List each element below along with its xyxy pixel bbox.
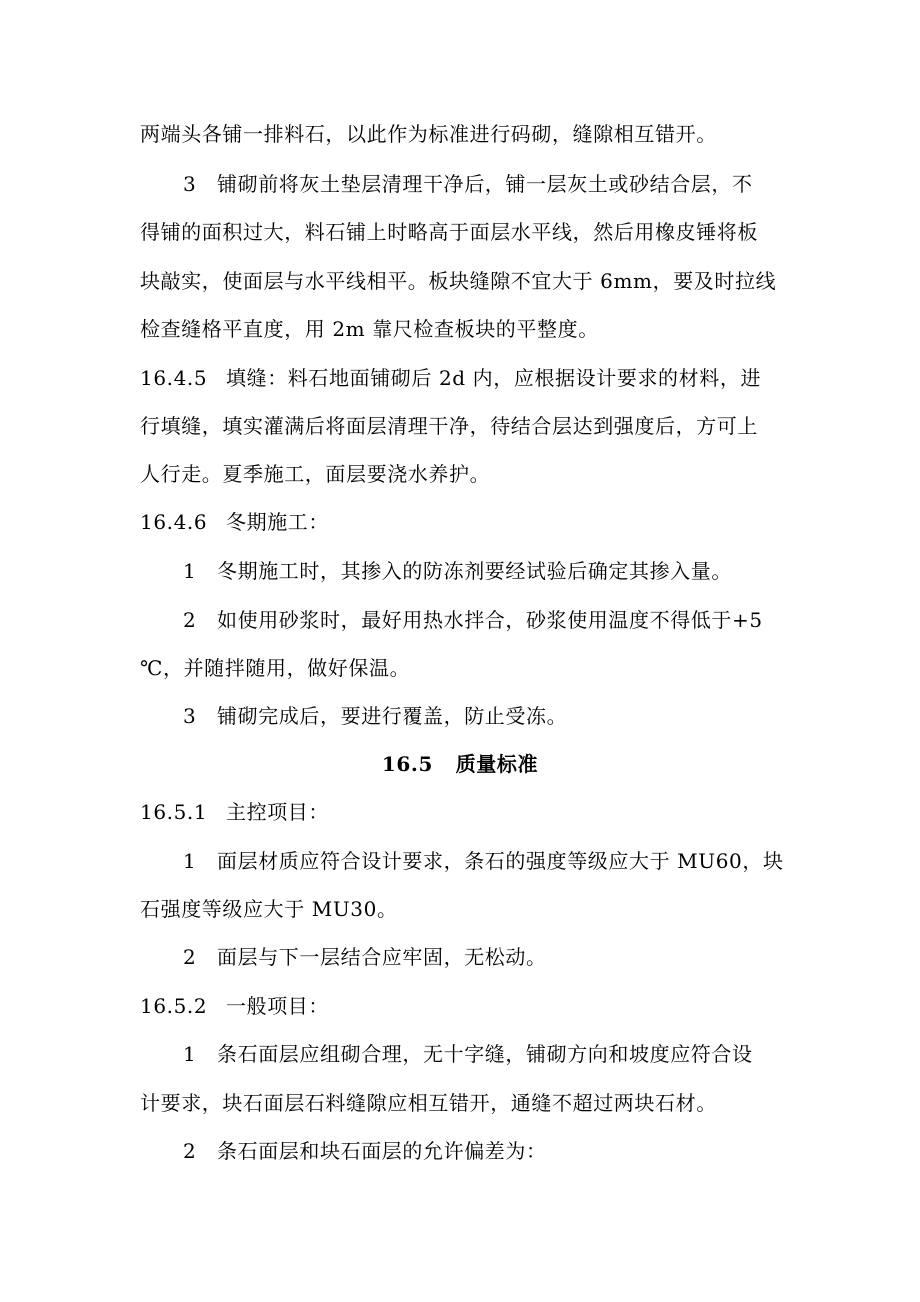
line-text: 检查缝格平直度，用 2m 靠尺检查板块的平整度。: [140, 317, 599, 341]
list-item: [183, 557, 833, 585]
section-number: 16.4.6: [140, 510, 208, 534]
line-text: 填缝：料石地面铺砌后 2d 内，应根据设计要求的材料，进: [226, 366, 762, 390]
line-text: 块敲实，使面层与水平线相平。板块缝隙不宜大于 6mm，要及时拉线: [140, 269, 777, 293]
paragraph-line: [140, 895, 790, 923]
line-text: 冬期施工：: [226, 510, 329, 534]
list-item: [183, 1040, 833, 1068]
line-text: 条石面层和块石面层的允许偏差为：: [217, 1139, 547, 1163]
section-heading: [140, 508, 790, 536]
item-number: 1: [183, 1042, 197, 1066]
list-item: [183, 606, 833, 634]
line-text: 铺砌完成后，要进行覆盖，防止受冻。: [217, 704, 568, 728]
item-number: 2: [183, 608, 197, 632]
section-heading: [140, 798, 790, 826]
line-text: 得铺的面积过大，料石铺上时略高于面层水平线，然后用橡皮锤将板: [140, 220, 758, 244]
list-item: [183, 943, 833, 971]
line-text: 条石面层应组砌合理，无十字缝，铺砌方向和坡度应符合设: [217, 1042, 753, 1066]
section-number: 16.5.2: [140, 994, 208, 1018]
item-number: 2: [183, 945, 197, 969]
paragraph-line: [140, 412, 790, 440]
item-number: 2: [183, 1139, 197, 1163]
item-number: 3: [183, 172, 197, 196]
line-text: 两端头各铺一排料石，以此作为标准进行码砌，缝隙相互错开。: [140, 122, 717, 146]
line-text: 人行走。夏季施工，面层要浇水养护。: [140, 462, 491, 486]
list-item: [183, 702, 833, 730]
section-number: 16.4.5: [140, 366, 208, 390]
paragraph-line: [140, 218, 790, 246]
line-text: 如使用砂浆时，最好用热水拌合，砂浆使用温度不得低于+5: [217, 608, 763, 632]
item-number: 1: [183, 849, 197, 873]
paragraph-line: [140, 1089, 790, 1117]
heading-number: 16.5: [381, 752, 433, 776]
line-text: 计要求，块石面层石料缝隙应相互错开，通缝不超过两块石材。: [140, 1091, 717, 1115]
item-number: 3: [183, 704, 197, 728]
list-item: [183, 847, 833, 875]
section-number: 16.5.1: [140, 800, 208, 824]
paragraph-line: [140, 120, 790, 148]
paragraph-line: [140, 315, 790, 343]
line-text: 一般项目：: [226, 994, 329, 1018]
section-heading: [140, 364, 790, 392]
section-heading: [140, 992, 790, 1020]
heading-title: 质量标准: [455, 752, 539, 776]
list-item: [183, 1137, 833, 1165]
line-text: 行填缝，填实灌满后将面层清理干净，待结合层达到强度后，方可上: [140, 414, 758, 438]
line-text: 面层材质应符合设计要求，条石的强度等级应大于 MU60，块: [217, 849, 784, 873]
line-text: 石强度等级应大于 MU30。: [140, 897, 398, 921]
paragraph-line: [140, 654, 790, 682]
line-text: 冬期施工时，其掺入的防冻剂要经试验后确定其掺入量。: [217, 559, 732, 583]
line-text: 主控项目：: [226, 800, 329, 824]
line-text: ℃，并随拌随用，做好保温。: [140, 656, 411, 680]
chapter-heading: [0, 750, 920, 778]
line-text: 铺砌前将灰土垫层清理干净后，铺一层灰土或砂结合层，不: [217, 172, 753, 196]
paragraph-line: [140, 267, 790, 295]
item-number: 1: [183, 559, 197, 583]
line-text: 面层与下一层结合应牢固，无松动。: [217, 945, 547, 969]
paragraph-line: [140, 460, 790, 488]
list-item: [183, 170, 833, 198]
